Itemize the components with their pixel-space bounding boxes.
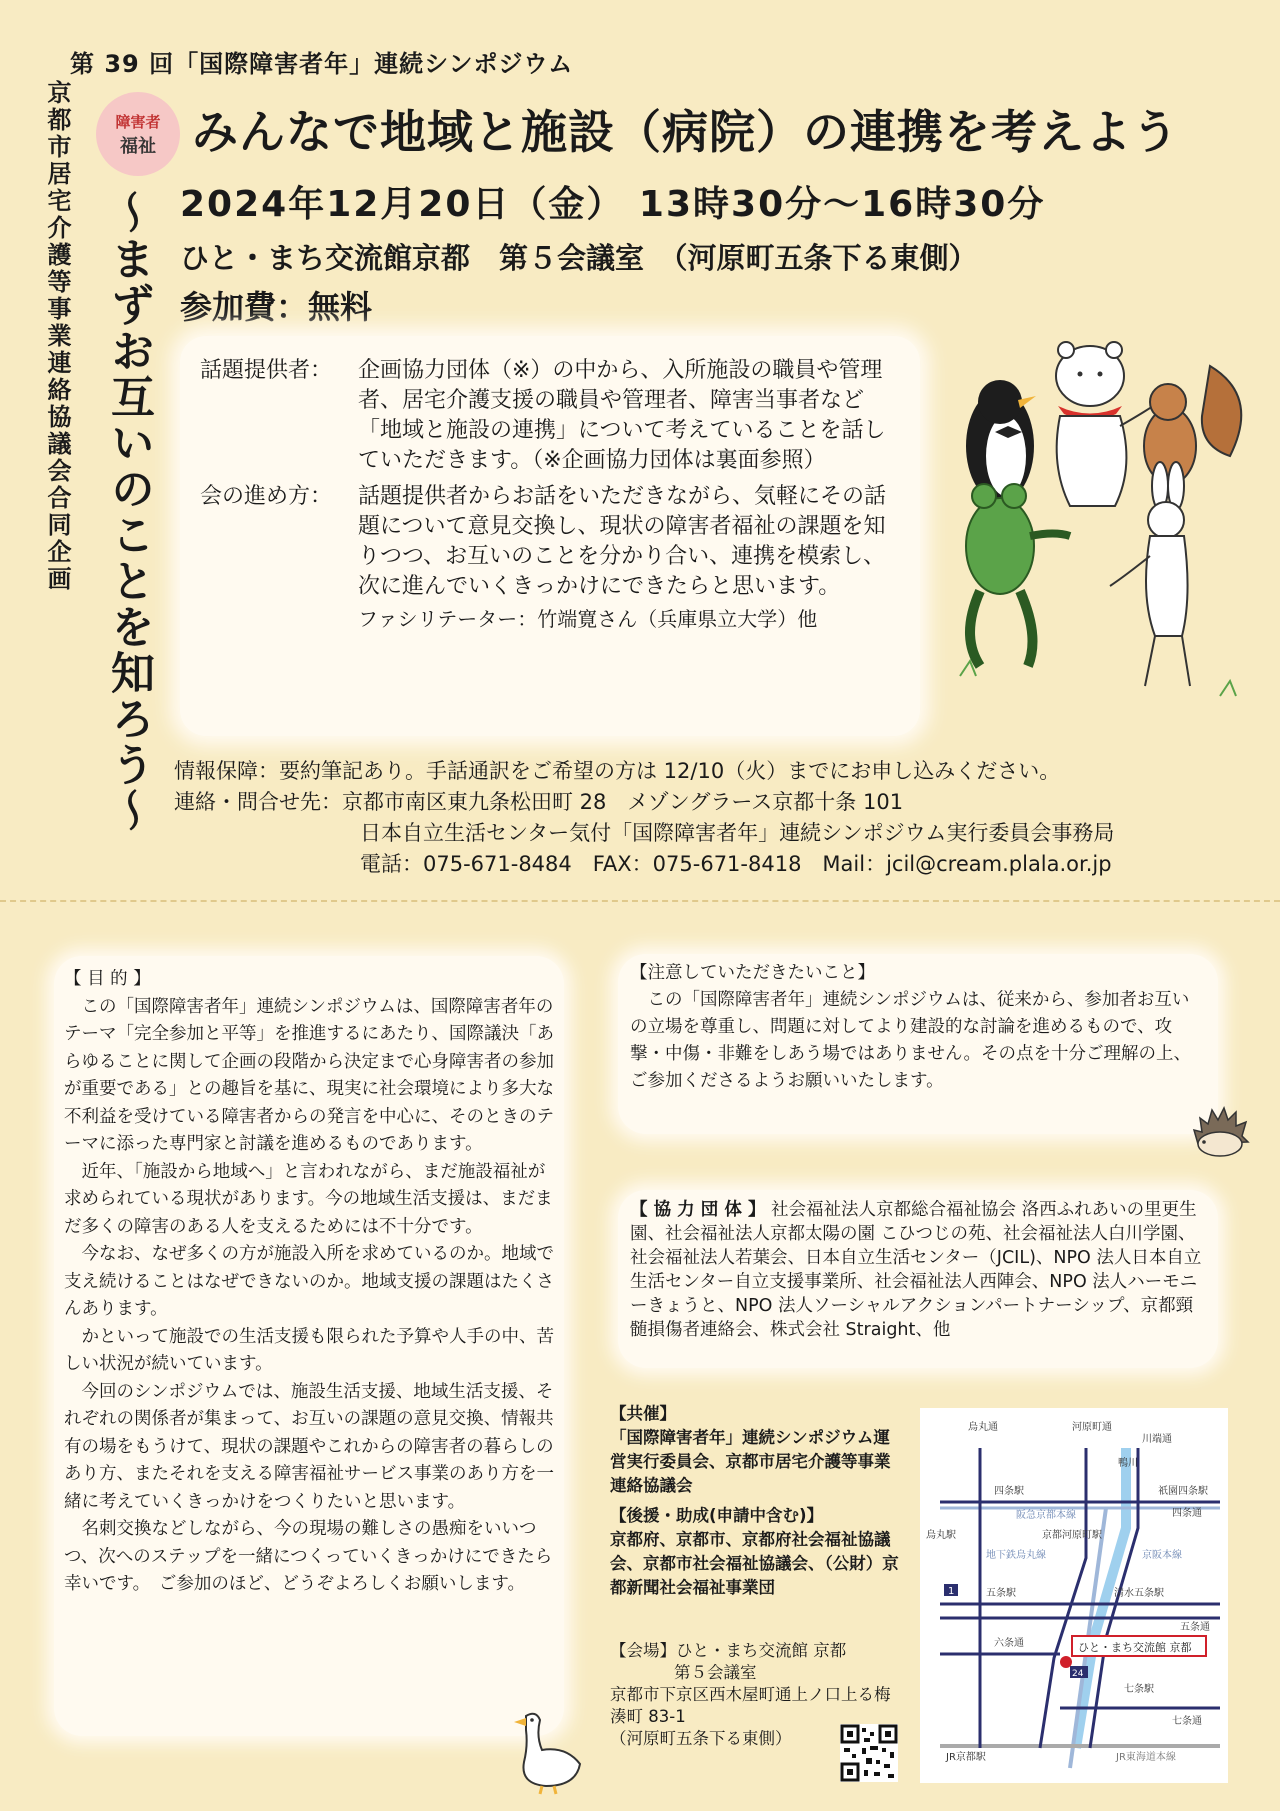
host-block xyxy=(610,1402,900,1600)
purpose-paragraph-4: かといって施設での生活支援も限られた予算や人手の中、苦しい状況が続いています。 xyxy=(64,1326,554,1374)
support-text: 京都府、京都市、京都府社会福祉協議会、京都市社会福祉協議会、（公財）京都新聞社会福祉事業団 xyxy=(610,1530,899,1597)
section-divider xyxy=(0,900,1280,902)
penguin-icon xyxy=(966,380,1036,502)
purpose-paragraph-6: 名刺交換などしながら、今の現場の難しさの愚痴をいいつつ、次へのステップを一緒につくっていくきっかけにできたら幸いです。 ご参加のほど、どうぞよろしくお願いします。 xyxy=(64,1519,553,1594)
progress-row xyxy=(200,482,900,602)
label-kyoto-kawaramachi: 京都河原町駅 xyxy=(1042,1530,1102,1541)
rabbit-icon xyxy=(1110,462,1190,686)
label-kawabata: 川端通 xyxy=(1142,1434,1172,1445)
purpose-paragraph-5: 今回のシンポジウムでは、施設生活支援、地域生活支援、それぞれの関係者が集まって、お互いの課題の意見交換、情報共有の場をもうけて、現状の課題やこれからの障害者の暮らしのあり方、またそれを支える障害福祉サービス事業のあり方を一緒に考えていくきっかけをつくりたいと思います。 xyxy=(64,1381,554,1512)
speaker-text: 企画協力団体（※）の中から、入所施設の職員や管理者、居宅介護支援の職員や管理者、障害当事者など「地域と施設の連携」について考えていることを話していただきます。（※企画協力団体は裏面参照） xyxy=(358,358,886,473)
label-gojo-dori: 五条通 xyxy=(1180,1622,1210,1633)
info-office: 日本自立生活センター気付「国際障害者年」連続シンポジウム実行委員会事務局 xyxy=(360,821,1115,845)
label-shichijo-station: 七条駅 xyxy=(1124,1684,1154,1695)
label-subway: 地下鉄烏丸線 xyxy=(986,1550,1046,1561)
qr-code-icon[interactable] xyxy=(840,1724,898,1782)
venue-line-3: 京都市下京区西木屋町通上ノ口上る梅湊町 83-1 xyxy=(610,1685,891,1726)
info-block xyxy=(174,756,1114,880)
label-shijo-dori: 四条通 xyxy=(1172,1508,1202,1519)
venue-pin-icon xyxy=(1060,1656,1072,1668)
purpose-paragraph-1: この「国際障害者年」連続シンポジウムは、国際障害者年のテーマ「完全参加と平等」を推進するにあたり、国際議決「あらゆることに関して企画の段階から決定まで心身障害者の参加が重要である」との趣旨を基に、現実に社会環境により多大な不利益を受けている障害者からの発言を中心に、そのときのテーマに添った専門家と討議を進めるものであります。 xyxy=(64,996,554,1154)
label-kiyomizu-gojo: 清水五条駅 xyxy=(1114,1588,1164,1599)
info-phone: 電話：075-671-8484 FAX：075-671-8418 Mail：jcil@cream.plala.or.jp xyxy=(360,852,1112,876)
info-accessibility: 情報保障：要約筆記あり。手話通訳をご希望の方は 12/10（火）までにお申し込みください。 xyxy=(174,759,1061,783)
label-karasuma: 烏丸通 xyxy=(968,1422,998,1433)
purpose-paragraph-2: 近年、「施設から地域へ」と言われながら、まだ施設福祉が求められている現状があります。今の地域生活支援は、まだまだ多くの障害のある人を支えるためには不十分です。 xyxy=(64,1161,553,1237)
organizer-vertical: 京都市居宅介護等事業連絡協議会合同企画 xyxy=(43,80,71,593)
cooperation-card xyxy=(618,1190,1218,1368)
frog-icon xyxy=(966,484,1070,666)
route-1-number: 1 xyxy=(948,1586,955,1597)
label-karasuma-station: 烏丸駅 xyxy=(926,1530,956,1541)
label-shichijo-dori: 七条通 xyxy=(1172,1716,1202,1727)
topic-box xyxy=(180,336,920,736)
speaker-label: 話題提供者： xyxy=(200,358,333,383)
label-keihan: 京阪本線 xyxy=(1142,1550,1182,1561)
label-shijo-station: 四条駅 xyxy=(994,1486,1024,1497)
purpose-heading: 【 目 的 】 xyxy=(64,969,151,989)
label-hankyu: 阪急京都本線 xyxy=(1016,1510,1076,1521)
cooperation-text: 社会福祉法人京都総合福祉協会 洛西ふれあいの里更生園、社会福祉法人京都太陽の園 こひつじの苑、社会福祉法人白川学園、社会福祉法人若葉会、日本自立生活センター（JCIL)、NPO 法人日本自立生活センター自立支援事業所、社会福祉法人西陣会、NPO 法人ハーモニーきょうと、NPO 法人ソーシャルアクションパートナーシップ、京都頸髄損傷者連絡会、株式会社 Straight、他 xyxy=(630,1200,1202,1340)
badge-top: 障害者 xyxy=(115,112,161,131)
hedgehog-icon xyxy=(1190,1100,1252,1162)
caution-card xyxy=(618,954,1218,1134)
host-heading: 【共催】 xyxy=(610,1404,676,1423)
event-date: 2024年12月20日（金） 13時30分～16時30分 xyxy=(180,184,1046,225)
speaker-row xyxy=(200,356,900,476)
support-heading: 【後援・助成(申請中含む)】 xyxy=(610,1506,824,1525)
label-gojo-station: 五条駅 xyxy=(986,1588,1016,1599)
venue-line-1: 【会場】ひと・まち交流館 京都 xyxy=(610,1641,847,1660)
animals-illustration xyxy=(940,336,1260,716)
purpose-paragraph-3: 今なお、なぜ多くの方が施設入所を求めているのか。地域で支え続けることはなぜできないのか。地域支援の課題はたくさんあります。 xyxy=(64,1244,554,1319)
access-map xyxy=(920,1408,1228,1783)
label-rokujo: 六条通 xyxy=(994,1638,1024,1649)
caution-heading: 【注意していただきたいこと】 xyxy=(630,963,875,983)
venue-line-2: 第５会議室 xyxy=(674,1663,757,1682)
subtitle-vertical: ～まずお互いのことを知ろう～ xyxy=(103,190,154,834)
label-kawaramachi: 河原町通 xyxy=(1072,1422,1112,1433)
facilitator: ファシリテーター：竹端寛さん（兵庫県立大学）他 xyxy=(358,607,818,631)
label-jr-kyoto: JR京都駅 xyxy=(946,1752,986,1763)
main-title: みんなで地域と施設（病院）の連携を考えよう xyxy=(192,105,1179,159)
welfare-badge xyxy=(96,92,180,176)
venue-line-4: （河原町五条下る東側） xyxy=(610,1729,792,1748)
series-title: 第 39 回「国際障害者年」連続シンポジウム xyxy=(70,50,574,78)
host-text: 「国際障害者年」連続シンポジウム運営実行委員会、京都市居宅介護等事業連絡協議会 xyxy=(610,1428,891,1495)
label-jr-tokaido: JR東海道本線 xyxy=(1116,1752,1176,1763)
badge-bottom: 福祉 xyxy=(120,135,156,157)
route-1-sign xyxy=(944,1584,958,1597)
route-24-sign xyxy=(1070,1666,1088,1679)
cooperation-heading: 【 協 力 団 体 】 xyxy=(630,1200,766,1220)
caution-text: この「国際障害者年」連続シンポジウムは、従来から、参加者お互いの立場を尊重し、問題に対してより建設的な討論を進めるもので、攻撃・中傷・非難をしあう場ではありません。その点を十分ご理解の上、ご参加くださるようお願いいたします。 xyxy=(630,990,1192,1091)
route-24-number: 24 xyxy=(1072,1669,1084,1679)
venue-map-label: ひと・まち交流館 京都 xyxy=(1078,1641,1192,1654)
event-venue: ひと・まち交流館京都 第５会議室 （河原町五条下る東側） xyxy=(180,241,978,275)
progress-text: 話題提供者からお話をいただきながら、気軽にその話題について意見交換し、現状の障害者福祉の課題を知りつつ、お互いのことを分かり合い、連携を模索し、次に進んでいくきっかけにできたらと思います。 xyxy=(358,484,887,599)
label-gion-shijo: 祇園四条駅 xyxy=(1158,1486,1208,1497)
label-kamogawa: 鴨川 xyxy=(1118,1458,1138,1469)
purpose-card xyxy=(54,956,564,1736)
progress-label: 会の進め方： xyxy=(200,484,333,509)
participation-fee: 参加費：無料 xyxy=(180,288,373,326)
goose-icon xyxy=(506,1706,590,1796)
info-contact: 連絡・問合せ先：京都市南区東九条松田町 28 メゾングラース京都十条 101 xyxy=(174,790,904,814)
